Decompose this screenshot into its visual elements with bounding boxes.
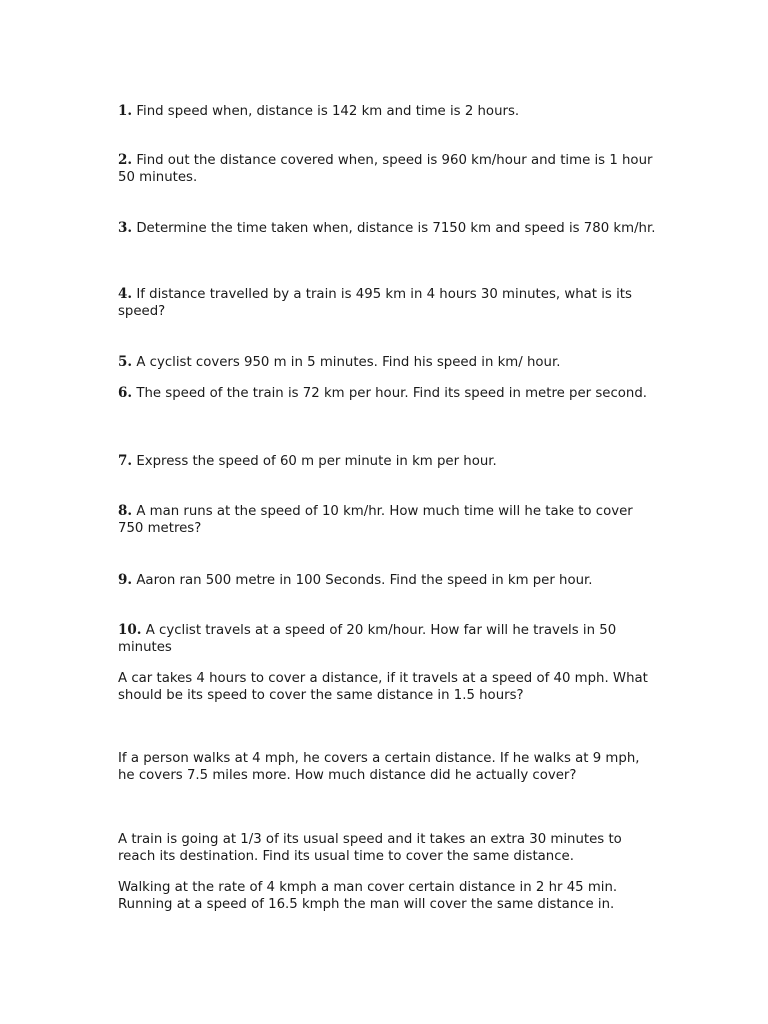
question-number: 10. — [118, 622, 142, 638]
question-text: Determine the time taken when, distance is 7150 km and speed is 780 km/hr. — [132, 221, 656, 236]
question-number: 3. — [118, 220, 133, 236]
question-text: Find out the distance covered when, speed is 960 km/hour and time is 1 hour 50 minutes. — [118, 153, 653, 185]
question-1 — [118, 103, 658, 121]
question-8 — [118, 503, 658, 538]
question-text: Aaron ran 500 metre in 100 Seconds. Find the speed in km per hour. — [132, 573, 593, 588]
question-5 — [118, 354, 658, 372]
question-text: Find speed when, distance is 142 km and time is 2 hours. — [132, 104, 520, 119]
extra-problem-2: If a person walks at 4 mph, he covers a certain distance. If he walks at 9 mph, he covers 7.5 miles more. How much distance did he actually cover? — [118, 751, 640, 783]
question-6 — [118, 385, 658, 403]
question-2 — [118, 152, 658, 187]
question-number: 6. — [118, 385, 133, 401]
question-3 — [118, 220, 658, 238]
question-text: If distance travelled by a train is 495 km in 4 hours 30 minutes, what is its speed? — [118, 287, 632, 319]
question-text: A cyclist travels at a speed of 20 km/hour. How far will he travels in 50 minutes — [118, 623, 617, 655]
question-text: Express the speed of 60 m per minute in km per hour. — [132, 454, 497, 469]
question-number: 5. — [118, 354, 133, 370]
question-number: 4. — [118, 286, 133, 302]
extra-problem-3: A train is going at 1/3 of its usual speed and it takes an extra 30 minutes to reach its destination. Find its usual time to cover the same distance. — [118, 832, 622, 864]
question-number: 7. — [118, 453, 133, 469]
question-number: 9. — [118, 572, 133, 588]
question-number: 1. — [118, 103, 133, 119]
question-9 — [118, 572, 658, 590]
question-number: 2. — [118, 152, 133, 168]
question-text: A cyclist covers 950 m in 5 minutes. Find his speed in km/ hour. — [132, 355, 561, 370]
extra-problem-1: A car takes 4 hours to cover a distance, if it travels at a speed of 40 mph. What should be its speed to cover the same distance in 1.5 hours? — [118, 671, 648, 703]
question-text: A man runs at the speed of 10 km/hr. How much time will he take to cover 750 metres? — [118, 504, 633, 536]
question-4 — [118, 286, 658, 321]
question-number: 8. — [118, 503, 133, 519]
extra-problem-4: Walking at the rate of 4 kmph a man cover certain distance in 2 hr 45 min. Running at a speed of 16.5 kmph the man will cover the same distance in. — [118, 880, 618, 912]
question-7 — [118, 453, 658, 471]
question-text: The speed of the train is 72 km per hour. Find its speed in metre per second. — [132, 386, 647, 401]
question-10 — [118, 622, 658, 657]
